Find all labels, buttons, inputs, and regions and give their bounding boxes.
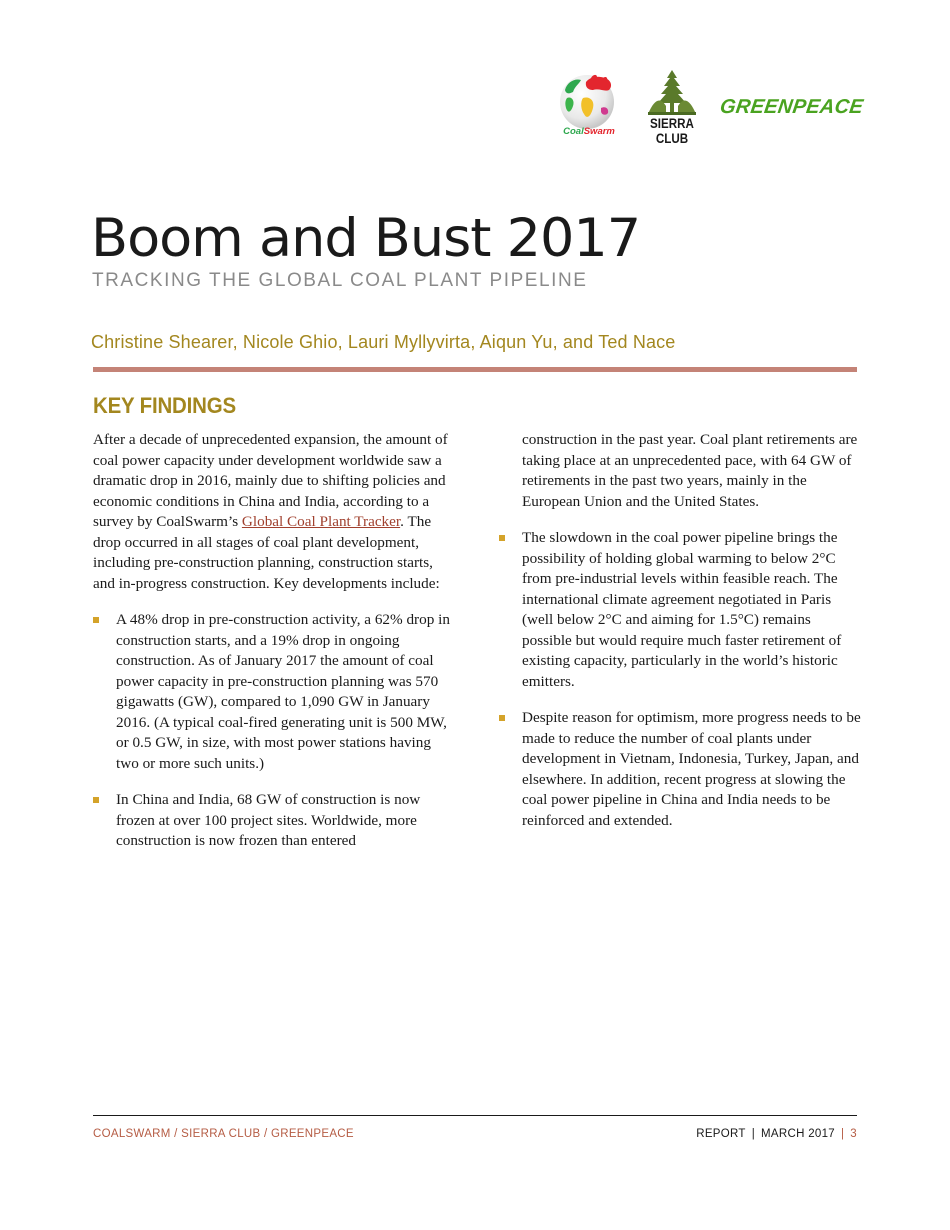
intro-paragraph: After a decade of unprecedented expansion, the amount of coal power capacity under development worldwide saw a dramatic drop in 2016, mainly due to shifting policies and economic conditions in China and India, according to a survey by CoalSwarm’s Global Coal Plant Tracker. The drop occurred in all stages of coal plant development, including pre-construction planning, construction starts, and in-progress construction. Key developments include: — [93, 431, 448, 592]
footer-report-label: REPORT — [696, 1128, 746, 1140]
finding-item: In China and India, 68 GW of construction is now frozen at over 100 project sites. Worldwide, more construction is now frozen than entered — [93, 790, 455, 852]
footer-date: MARCH 2017 — [761, 1128, 835, 1140]
square-bullet-icon — [93, 617, 99, 623]
page-subtitle: TRACKING THE GLOBAL COAL PLANT PIPELINE — [92, 270, 588, 291]
finding-item: Despite reason for optimism, more progress needs to be made to reduce the number of coal plants under development in Vietnam, Indonesia, Turkey, Japan, and elsewhere. In addition, recent progress at slowing the coal power pipeline in China and India needs to be reinforced and extended. — [499, 708, 861, 831]
sequoia-tree-icon — [644, 66, 700, 118]
global-coal-plant-tracker-link[interactable]: Global Coal Plant Tracker — [241, 513, 401, 530]
findings-list — [93, 610, 455, 852]
right-column — [499, 430, 861, 831]
sierra-club-wordmark: SIERRA CLUB — [650, 116, 694, 146]
key-findings-heading: KEY FINDINGS — [93, 393, 236, 418]
coalswarm-wordmark: CoalSwarm — [563, 126, 615, 137]
title-divider — [93, 367, 857, 372]
finding-item: The slowdown in the coal power pipeline brings the possibility of holding global warming to below 2°C from pre-industrial levels within feasible reach. The international climate agreement negotiated in Paris (well below 2°C and aiming for 1.5°C) remains possible but would require much faster retirement of existing capacity, particularly in the world’s historic emitters. — [499, 528, 861, 692]
authors-line: Christine Shearer, Nicole Ghio, Lauri Myllyvirta, Aiqun Yu, and Ted Nace — [91, 332, 676, 352]
left-column — [93, 430, 455, 852]
page-number: 3 — [850, 1128, 857, 1140]
coalswarm-logo — [553, 68, 625, 146]
partner-logos — [553, 66, 865, 150]
footer-divider — [93, 1115, 857, 1116]
footer-meta: REPORT | MARCH 2017 | 3 — [696, 1128, 857, 1140]
page-title: Boom and Bust 2017 — [91, 208, 641, 269]
square-bullet-icon — [499, 715, 505, 721]
sierra-club-logo — [644, 66, 700, 150]
square-bullet-icon — [93, 797, 99, 803]
finding-item: A 48% drop in pre-construction activity, a 62% drop in construction starts, and a 19% drop in ongoing construction. As of January 2017 the amount of coal power capacity in pre-construction planning was 570 gigawatts (GW), compared to 1,090 GW in January 2016. (A typical coal-fired generating unit is 500 MW, or 0.5 GW, in size, with most power stations having two or more such units.) — [93, 610, 455, 774]
footer-organizations: COALSWARM / SIERRA CLUB / GREENPEACE — [93, 1128, 354, 1140]
globe-icon — [553, 68, 625, 130]
findings-list — [499, 528, 861, 831]
greenpeace-logo: GREENPEACE — [718, 96, 865, 118]
square-bullet-icon — [499, 535, 505, 541]
finding-item-continued: construction in the past year. Coal plant retirements are taking place at an unprecedented pace, with 64 GW of retirements in the past two years, mainly in the European Union and the United States. — [522, 431, 858, 510]
